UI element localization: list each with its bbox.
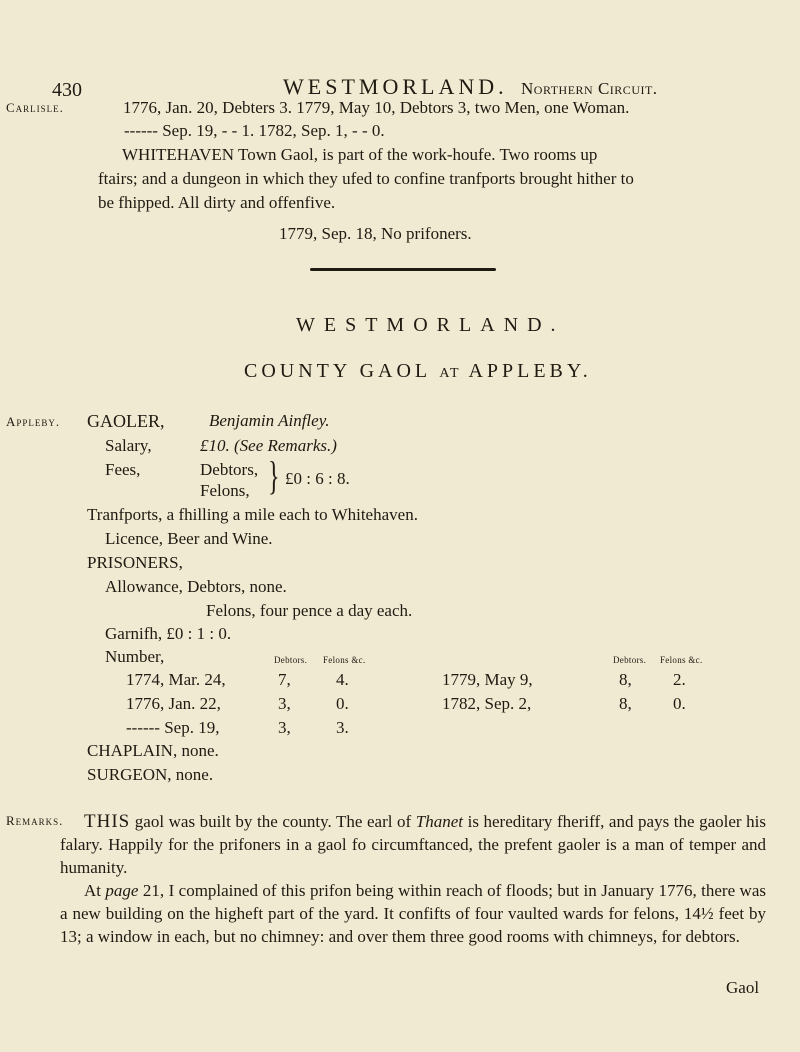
fees-brace: } [268,453,280,498]
table-row-date: ------ Sep. 19, [126,718,220,737]
number-label: Number, [105,647,165,666]
gaoler-label: GAOLER, [87,411,165,431]
whitehaven-line-3: be fhipped. All dirty and offenfive. [98,193,336,212]
subtitle-b: APPLEBY. [468,360,592,382]
subtitle-a: COUNTY GAOL [244,360,431,382]
col-header-felons-right: Felons &c. [660,655,703,665]
table-row-debtors: 8, [619,670,632,689]
page-number: 430 [52,79,82,101]
thanet-name: Thanet [415,812,464,831]
table-row-date: 1774, Mar. 24, [126,670,226,689]
surgeon-line: SURGEON, none. [87,765,214,784]
fees-debtors: Debtors, [200,460,259,479]
table-row-felons: 0. [336,694,349,713]
felons-allowance: Felons, four pence a day each. [206,601,413,620]
fees-amount: £0 : 6 : 8. [285,469,350,488]
whitehaven-line-1: WHITEHAVEN Town Gaol, is part of the work-houfe. Two rooms up [122,145,598,164]
fees-felons: Felons, [200,481,250,500]
remarks-text-span: At [84,881,106,900]
section-subtitle [244,360,592,383]
remarks-lead-word: THIS [84,811,131,832]
table-row-debtors: 8, [619,694,632,713]
gaoler-name: Benjamin Ainfley. [209,411,330,430]
whitehaven-prisoners: 1779, Sep. 18, No prifoners. [279,224,472,243]
catchword: Gaol [726,978,760,997]
garnish-line: Garnifh, £0 : 1 : 0. [105,624,232,643]
remarks-text-span: is hereditary fheriff, and pays the gaoler his falary. Happily for the prifoners in a gaol fo circumftanced, the prefent gaoler is a man of temper and humanity. [60,812,767,877]
subtitle-at: AT [439,366,461,381]
allowance-line: Allowance, Debtors, none. [105,577,287,596]
table-row-debtors: 3, [278,694,291,713]
section-divider [310,268,496,271]
table-row-debtors: 3, [278,718,291,737]
page-reference: page [105,881,139,900]
licence-line: Licence, Beer and Wine. [105,529,273,548]
section-title: WESTMORLAND. [296,314,565,336]
remarks-text-span: gaol was built by the county. The earl of [130,812,416,831]
salary-label: Salary, [105,436,152,455]
table-row-date: 1779, May 9, [442,670,533,689]
remarks-text-span: 21, I complained of this prifon being within reach of floods; but in January 1776, there was a new building on the higheft part of the yard. It confifts of four vaulted wards for felons, 14½ feet by 13; a window in each, but no chimney: and over them three good rooms with chimneys, for debtors. [60,881,766,946]
running-title: WESTMORLAND. [283,74,508,99]
margin-appleby: Appleby. [6,414,61,429]
whitehaven-line-2: ftairs; and a dungeon in which they ufed to confine tranfports brought hither to [98,169,634,188]
salary-value: £10. (See Remarks.) [200,436,337,455]
remarks-paragraph-1 [60,810,766,879]
remarks-text [60,810,766,948]
col-header-debtors-left: Debtors. [274,655,308,665]
table-row-felons: 2. [673,670,686,689]
carlisle-line-1: 1776, Jan. 20, Debters 3. 1779, May 10, Debtors 3, two Men, one Woman. [123,98,630,117]
col-header-felons-left: Felons &c. [323,655,366,665]
chaplain-line: CHAPLAIN, none. [87,741,219,760]
margin-carlisle: Carlisle. [6,100,64,115]
col-header-debtors-right: Debtors. [613,655,647,665]
circuit-title: Northern Circuit. [521,79,658,98]
table-row-debtors: 7, [278,670,291,689]
table-row-date: 1782, Sep. 2, [442,694,532,713]
table-row-felons: 0. [673,694,686,713]
prisoners-label: PRISONERS, [87,553,183,572]
table-row-felons: 3. [336,718,349,737]
fees-label: Fees, [105,460,141,479]
table-row-felons: 4. [336,670,349,689]
margin-remarks: Remarks. [6,813,64,828]
transports-line: Tranfports, a fhilling a mile each to Whitehaven. [87,505,418,524]
remarks-paragraph-2 [60,879,766,948]
table-row-date: 1776, Jan. 22, [126,694,221,713]
carlisle-line-2: ------ Sep. 19, - - 1. 1782, Sep. 1, - - 0. [124,121,385,140]
